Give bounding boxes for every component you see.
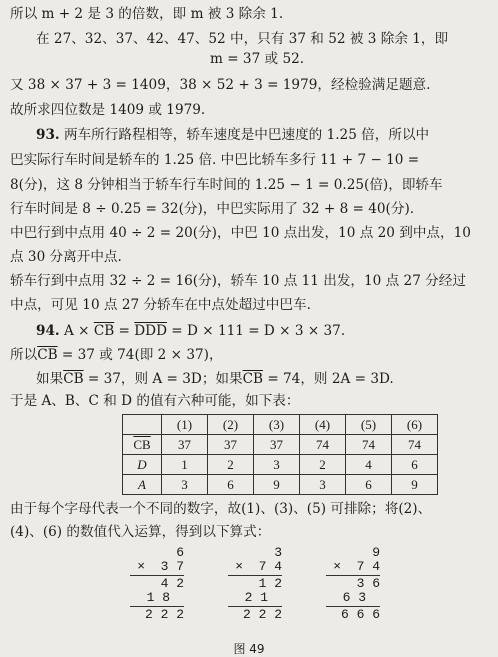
table-cell: 9 <box>392 475 438 495</box>
table-cell: 6 <box>208 475 254 495</box>
calc-1 <box>130 546 184 622</box>
text-after-1: 由于每个字母代表一个不同的数字，故(1)、(3)、(5) 可排除；将(2)、 <box>10 501 432 517</box>
problem-93-number: 93. <box>36 127 60 143</box>
table-header-row <box>123 415 438 435</box>
table-cell: 3 <box>162 475 208 495</box>
l2-pre: 所以 <box>10 347 38 363</box>
table-cell: 4 <box>346 455 392 475</box>
calc-top: 9 <box>372 545 380 560</box>
calc-multiplier: × 7 4 <box>235 559 282 574</box>
text-line-3: m = 37 或 52. <box>210 51 305 67</box>
l3-rest: = 74，则 2A = 3D. <box>263 371 394 387</box>
table-row-label: $\overline{CB}$ <box>123 435 162 455</box>
text-line-12: 轿车行到中点用 32 ÷ 2 = 16(分)，轿车 10 点 11 出发，10 点 27 分经过 <box>10 273 466 289</box>
calc-partial-2: 6 3 <box>342 590 366 605</box>
table-cell: 2 <box>300 455 346 475</box>
calc-partial-2: 2 1 <box>244 590 268 605</box>
text-line-8: 8(分)，这 8 分钟相当于轿车行车时间的 1.25 − 1 = 0.25(倍)，即轿车 <box>10 177 443 193</box>
table-cell: 37 <box>254 435 300 455</box>
l3-cb2: $\overline{CB}$ <box>242 371 263 387</box>
table-header-cell: (3) <box>254 415 300 435</box>
calc-result: 2 2 2 <box>144 607 184 622</box>
table-row-d <box>123 455 438 475</box>
calc-2 <box>228 546 282 622</box>
calc-result: 2 2 2 <box>242 607 282 622</box>
table-cell: 74 <box>300 435 346 455</box>
l3-mid: = 37，则 A = 3D；如果 <box>83 371 243 387</box>
table-cell: 37 <box>162 435 208 455</box>
calc-result: 6 6 6 <box>340 607 380 622</box>
text-line-4: 又 38 × 37 + 3 = 1409，38 × 52 + 3 = 1979，经检验满足题意. <box>10 77 431 93</box>
calc-partial-2: 1 8 <box>146 590 170 605</box>
figure-caption: 图 49 <box>233 642 265 656</box>
text-after-2: (4)、(6) 的数值代入运算，得到以下算式： <box>10 524 271 540</box>
l3-pre: 如果 <box>36 371 64 387</box>
eq-rest: = D × 111 = D × 3 × 37. <box>166 323 346 339</box>
values-table <box>122 414 438 495</box>
text-line-5: 故所求四位数是 1409 或 1979. <box>10 102 206 118</box>
table-corner-cell <box>123 415 162 435</box>
table-cell: 6 <box>392 455 438 475</box>
calc-multiplier: × 3 7 <box>137 559 184 574</box>
eq-mid: = <box>114 323 135 339</box>
calc-top: 6 <box>176 545 184 560</box>
table-header-cell: (1) <box>162 415 208 435</box>
eq-cb: $\overline{CB}$ <box>93 323 115 339</box>
l3-cb1: $\overline{CB}$ <box>63 371 84 387</box>
text-line-10: 中巴行到中点用 40 ÷ 2 = 20(分)，中巴 10 点出发，10 点 20 到中点，10 <box>10 225 471 241</box>
problem-94-equation <box>36 322 345 340</box>
l2-cb: $\overline{CB}$ <box>37 347 58 363</box>
text-line-13: 中点，可见 10 点 27 分轿车在中点处超过中巴车. <box>10 297 311 313</box>
calc-partial-1: 3 6 <box>356 576 380 591</box>
table-row-label: A <box>123 475 162 495</box>
table-cell: 3 <box>300 475 346 495</box>
table-cell: 74 <box>392 435 438 455</box>
calc-multiplier: × 7 4 <box>333 559 380 574</box>
problem-94-line-2 <box>10 346 223 364</box>
eq-ddd: $\overline{DDD}$ <box>134 323 167 339</box>
eq-a: A × <box>63 323 90 339</box>
table-cell: 37 <box>208 435 254 455</box>
table-row-label: D <box>123 455 162 475</box>
problem-94-line-3 <box>36 370 394 388</box>
text-line-11: 点 30 分离开中点. <box>10 249 122 265</box>
text-line-7: 巴实际行车时间是轿车的 1.25 倍. 中巴比轿车多行 11 + 7 − 10 = <box>10 152 420 168</box>
table-row-a <box>123 475 438 495</box>
problem-94-number: 94. <box>36 323 60 339</box>
table-cell: 2 <box>208 455 254 475</box>
text-line-9: 行车时间是 8 ÷ 0.25 = 32(分)，中巴实际用了 32 + 8 = 40(分). <box>10 201 415 217</box>
table-header-cell: (4) <box>300 415 346 435</box>
calc-partial-1: 4 2 <box>160 576 184 591</box>
table-row-cb <box>123 435 438 455</box>
calc-partial-1: 1 2 <box>258 576 282 591</box>
text-line-1: 所以 m + 2 是 3 的倍数，即 m 被 3 除余 1. <box>10 6 284 22</box>
table-header-cell: (5) <box>346 415 392 435</box>
problem-93-line-1 <box>36 126 429 144</box>
table-cell: 1 <box>162 455 208 475</box>
l2-rest: = 37 或 74(即 2 × 37)， <box>57 347 223 363</box>
calc-3 <box>326 546 380 622</box>
calc-top: 3 <box>274 545 282 560</box>
problem-93-text: 两车所行路程相等，轿车速度是中巴速度的 1.25 倍，所以中 <box>63 127 430 143</box>
table-cell: 9 <box>254 475 300 495</box>
table-header-cell: (6) <box>392 415 438 435</box>
table-cell: 74 <box>346 435 392 455</box>
table-cell: 6 <box>346 475 392 495</box>
problem-94-line-4: 于是 A、B、C 和 D 的值有六种可能，如下表： <box>10 393 300 409</box>
table-header-cell: (2) <box>208 415 254 435</box>
text-line-2: 在 27、32、37、42、47、52 中，只有 37 和 52 被 3 除余 1，即 <box>36 31 449 47</box>
table-cell: 3 <box>254 455 300 475</box>
